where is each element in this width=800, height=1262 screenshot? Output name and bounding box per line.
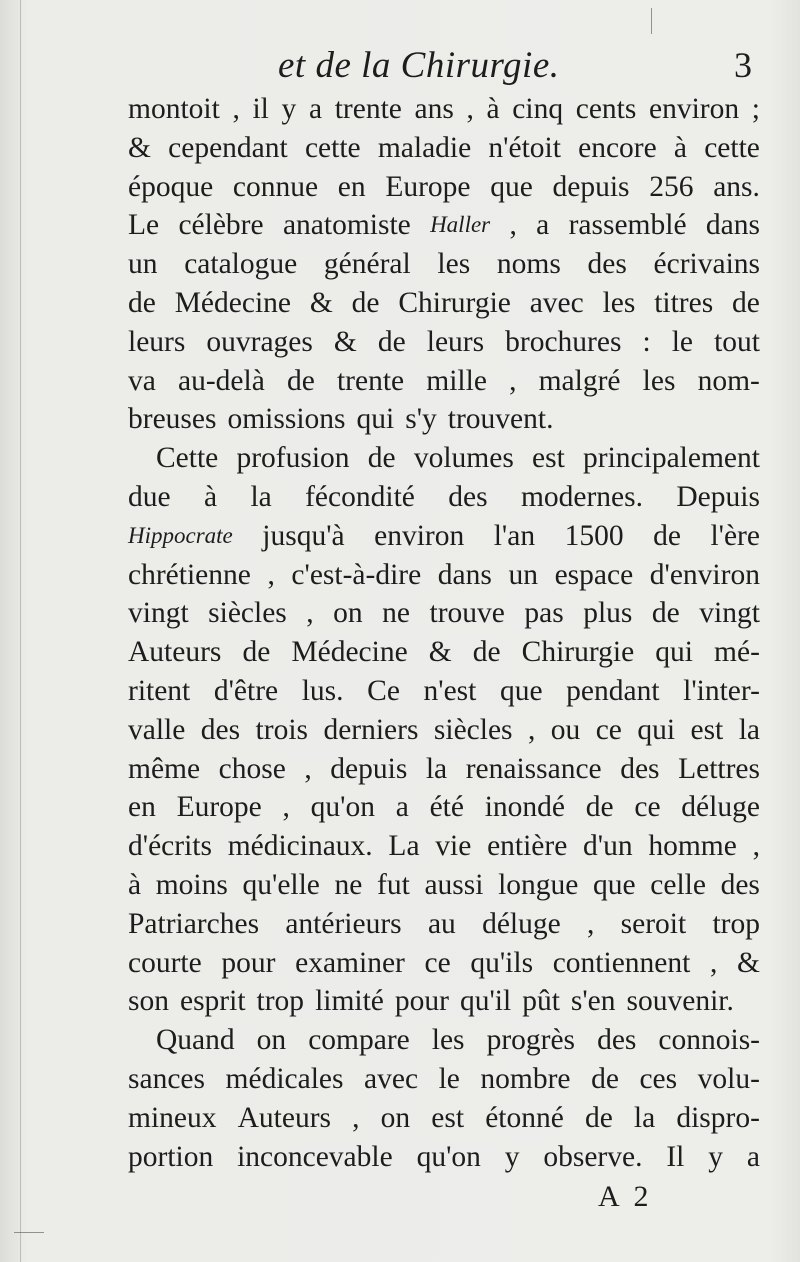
word: les (431, 1024, 465, 1057)
word: environ (649, 93, 740, 125)
text-line (128, 362, 760, 401)
word: aussi (424, 868, 484, 901)
text-line (128, 400, 760, 439)
page-mark (651, 8, 652, 34)
word: ce (424, 946, 451, 979)
word: son (128, 985, 169, 1018)
word: cependant (168, 131, 288, 164)
word: écrivains (653, 248, 760, 281)
word: pût (522, 985, 560, 1018)
word: mille (426, 364, 487, 397)
word: a (308, 93, 323, 125)
word: esprit (179, 985, 246, 1018)
word: compare (308, 1024, 410, 1057)
word: La (388, 830, 420, 863)
word: ans (414, 93, 454, 125)
word: pour (394, 985, 449, 1018)
word: Il (666, 1140, 685, 1173)
text-line (128, 284, 760, 323)
word: volu- (697, 1062, 760, 1095)
word: avec (529, 286, 584, 319)
text-line (128, 633, 760, 672)
word: cinq (512, 93, 564, 125)
word: dans (437, 558, 492, 591)
word: s'y (405, 403, 437, 436)
word: dispro- (676, 1101, 760, 1134)
text-line (128, 90, 760, 129)
text-line (128, 1021, 760, 1060)
word: longue (498, 868, 579, 901)
word: a (536, 209, 550, 242)
word: , (509, 209, 517, 242)
word: y (281, 93, 297, 125)
word: à (128, 868, 142, 901)
text-line (128, 206, 760, 245)
word: ; (751, 93, 760, 125)
word: fécondité (305, 480, 415, 513)
word: malgré (538, 364, 621, 397)
word: depuis (552, 170, 630, 203)
word: ces (639, 1062, 678, 1095)
word: plus (583, 597, 633, 630)
word: été (429, 791, 464, 824)
word: cette (704, 131, 760, 164)
word: ne (382, 597, 411, 630)
word: on (256, 1024, 287, 1057)
word: à (673, 131, 688, 164)
text-line (128, 439, 760, 478)
word: l'inter- (683, 674, 760, 707)
word: , (527, 713, 536, 746)
text-line (128, 982, 760, 1021)
word: vingt (699, 597, 760, 630)
word: trouve (429, 597, 505, 630)
word: de (286, 364, 315, 397)
word: que (593, 868, 636, 901)
word: maladie (377, 131, 472, 164)
word: Europe (176, 791, 262, 824)
word: catalogue (184, 248, 298, 281)
word: cette (304, 131, 361, 164)
word: & (309, 286, 333, 319)
word: chose (218, 752, 286, 785)
word: la (738, 713, 760, 746)
word: dans (705, 209, 760, 242)
word: des (448, 480, 488, 513)
word: qu'on (416, 1140, 481, 1173)
word: portion (128, 1140, 214, 1173)
word: , (586, 907, 595, 940)
word: de (584, 1101, 613, 1134)
word: de (367, 442, 396, 475)
word: breuses (128, 403, 217, 436)
word: Médecine (174, 286, 291, 319)
word: les (642, 364, 676, 397)
word: pas (524, 597, 564, 630)
word: époque (128, 170, 214, 203)
word: un (128, 248, 158, 281)
word: ritent (128, 674, 191, 707)
word: avec (364, 1062, 419, 1095)
word: sances (128, 1062, 205, 1095)
word: a (746, 1140, 760, 1173)
text-line (128, 594, 760, 633)
word: derniers (323, 713, 419, 746)
word: Chirurgie (521, 636, 635, 669)
word: de (128, 286, 156, 319)
word: encore (578, 131, 657, 164)
word: connue (232, 170, 319, 203)
word: souvenir. (626, 985, 734, 1018)
word: est (690, 713, 724, 746)
word: de (651, 597, 680, 630)
word: seroit (620, 907, 687, 940)
text-line (128, 1060, 760, 1099)
word: jusqu'à (262, 519, 345, 552)
word: d'écrits (128, 830, 212, 863)
word: on (380, 1101, 411, 1134)
text-line (128, 478, 760, 517)
word: homme (648, 830, 737, 863)
word: en (337, 170, 366, 203)
word: & (128, 131, 151, 164)
word: la (633, 1101, 656, 1134)
word: contiennent (552, 946, 691, 979)
word: d'environ (649, 558, 760, 591)
word: que (499, 674, 543, 707)
word: des (720, 868, 760, 901)
word: & (428, 636, 452, 669)
text-line (128, 866, 760, 905)
word: ne (334, 868, 363, 901)
word: principalement (583, 442, 760, 475)
page-header (128, 40, 760, 90)
word: ans. (713, 170, 760, 203)
word: espace (554, 558, 634, 591)
word: nombre (480, 1062, 571, 1095)
word: , (282, 791, 290, 824)
word: progrès (486, 1024, 576, 1057)
word: de (585, 791, 614, 824)
word: , (509, 364, 517, 397)
word: l'an (493, 519, 536, 552)
page-number: 3 (734, 45, 752, 85)
word: due (128, 480, 171, 513)
word: de (472, 636, 501, 669)
word: vie (435, 830, 472, 863)
word: d'être (213, 674, 279, 707)
word: courte (128, 946, 202, 979)
word: ouvrages (206, 325, 313, 358)
word: ce (595, 713, 622, 746)
word: examiner (295, 946, 405, 979)
word: trop (256, 985, 305, 1018)
word: noms (496, 248, 561, 281)
text-line (128, 129, 760, 168)
word: de (732, 286, 760, 319)
word: trente (334, 93, 402, 125)
word: tout (714, 325, 760, 358)
word: de (242, 636, 271, 669)
word: vingt (128, 597, 189, 630)
word: brochures (505, 325, 622, 358)
text-line (128, 827, 760, 866)
word: va (128, 364, 156, 397)
word: inconcevable (237, 1140, 393, 1173)
page-mark (14, 1232, 44, 1233)
word: y (708, 1140, 723, 1173)
word: un (508, 558, 538, 591)
word: observe. (543, 1140, 643, 1173)
word: qu'il (459, 985, 512, 1018)
word: le (671, 325, 694, 358)
word: qui (655, 636, 693, 669)
text-line (128, 750, 760, 789)
word: Auteurs (128, 636, 222, 669)
word: Médecine (291, 636, 408, 669)
word: Lettres (678, 752, 760, 785)
word: montoit (128, 93, 220, 125)
word: est (532, 442, 565, 475)
word: qu'on (310, 791, 375, 824)
word: trouvent. (447, 403, 554, 436)
word: la (250, 480, 272, 513)
text-line (128, 944, 760, 983)
word: Chirurgie (398, 286, 511, 319)
word: à (203, 480, 218, 513)
word: Auteurs (237, 1101, 332, 1134)
word: général (323, 248, 411, 281)
word: étonné (485, 1101, 564, 1134)
word: même (128, 752, 201, 785)
word: des (620, 752, 660, 785)
word: , (267, 558, 275, 591)
word: des (597, 1024, 637, 1057)
word: au-delà (178, 364, 265, 397)
word: nom- (697, 364, 760, 397)
word: , (752, 830, 760, 863)
word: de (351, 286, 380, 319)
word: ce (634, 791, 661, 824)
word: est (431, 1101, 465, 1134)
word: trois (255, 713, 308, 746)
text-line (128, 905, 760, 944)
word: l'ère (710, 519, 760, 552)
word: titres (654, 286, 714, 319)
word: de (377, 325, 406, 358)
text-line (128, 168, 760, 207)
body-text (128, 90, 760, 1176)
word: au (427, 907, 456, 940)
word: médicinaux. (227, 830, 373, 863)
text-line (128, 1138, 760, 1177)
word: rassemblé (568, 209, 687, 242)
word: , (709, 946, 718, 979)
word: Europe (385, 170, 471, 203)
text-line (128, 1099, 760, 1138)
word: il (252, 93, 269, 125)
word: Haller (430, 212, 491, 238)
word: ou (550, 713, 581, 746)
word: qu'ils (470, 946, 534, 979)
page-edge (20, 0, 21, 1262)
word: celle (650, 868, 706, 901)
word: d'un (583, 830, 633, 863)
text-line (128, 517, 760, 556)
word: environ (374, 519, 465, 552)
word: & (737, 946, 760, 979)
word: les (437, 248, 471, 281)
word: 1500 (564, 519, 624, 552)
word: Depuis (676, 480, 760, 513)
word: , (304, 752, 312, 785)
text-line (128, 556, 760, 595)
word: , (352, 1101, 360, 1134)
text-line (128, 672, 760, 711)
word: cents (575, 93, 637, 125)
word: de (653, 519, 681, 552)
word: siècles (433, 713, 513, 746)
word: antérieurs (285, 907, 402, 940)
word: pour (221, 946, 276, 979)
word: mineux (128, 1101, 217, 1134)
word: omissions (227, 403, 346, 436)
word: Ce (367, 674, 400, 707)
word: modernes. (520, 480, 643, 513)
text-line (128, 711, 760, 750)
word: Hippocrate (128, 522, 233, 548)
word: entière (487, 830, 568, 863)
word: profusion (236, 442, 350, 475)
word: les (602, 286, 636, 319)
text-line (128, 323, 760, 362)
word: qui (356, 403, 395, 436)
word: la (425, 752, 448, 785)
word: leurs (426, 325, 485, 358)
word: y (504, 1140, 520, 1173)
word: fut (377, 868, 410, 901)
word: s'en (570, 985, 616, 1018)
word: trente (336, 364, 405, 397)
word: déluge (681, 791, 760, 824)
word: Cette (156, 442, 219, 475)
word: a (395, 791, 409, 824)
word: volumes (413, 442, 514, 475)
text-line (128, 788, 760, 827)
word: moins (155, 868, 228, 901)
word: c'est-à-dire (291, 558, 422, 591)
word: connois- (658, 1024, 760, 1057)
word: renaissance (465, 752, 602, 785)
word: n'étoit (488, 131, 561, 164)
word: Quand (156, 1024, 235, 1057)
word: mé- (714, 636, 760, 669)
word: n'est (423, 674, 477, 707)
word: inondé (484, 791, 566, 824)
word: : (642, 325, 651, 358)
word: en (128, 791, 156, 824)
word: siècles (208, 597, 287, 630)
word: trop (712, 907, 760, 940)
word: leurs (128, 325, 186, 358)
word: qu'elle (242, 868, 320, 901)
word: célèbre (178, 209, 264, 242)
word: limité (315, 985, 384, 1018)
word: valle (128, 713, 186, 746)
word: à (486, 93, 500, 125)
word: que (490, 170, 533, 203)
word: 256 (649, 170, 694, 203)
word: le (438, 1062, 460, 1095)
running-title: et de la Chirurgie. (278, 45, 560, 86)
word: , (466, 93, 474, 125)
word: pendant (566, 674, 660, 707)
word: depuis (330, 752, 408, 785)
word: des (587, 248, 627, 281)
word: lus. (301, 674, 344, 707)
word: anatomiste (282, 209, 411, 242)
word: qui (637, 713, 676, 746)
word: des (200, 713, 241, 746)
word: on (333, 597, 363, 630)
word: & (333, 325, 357, 358)
word: , (232, 93, 240, 125)
signature-mark: A 2 (598, 1180, 653, 1213)
word: de (591, 1062, 619, 1095)
word: chrétienne (128, 558, 251, 591)
word: médicales (225, 1062, 344, 1095)
word: déluge (482, 907, 561, 940)
word: , (306, 597, 314, 630)
word: Le (128, 209, 160, 242)
text-line (128, 245, 760, 284)
word: Patriarches (128, 907, 260, 940)
